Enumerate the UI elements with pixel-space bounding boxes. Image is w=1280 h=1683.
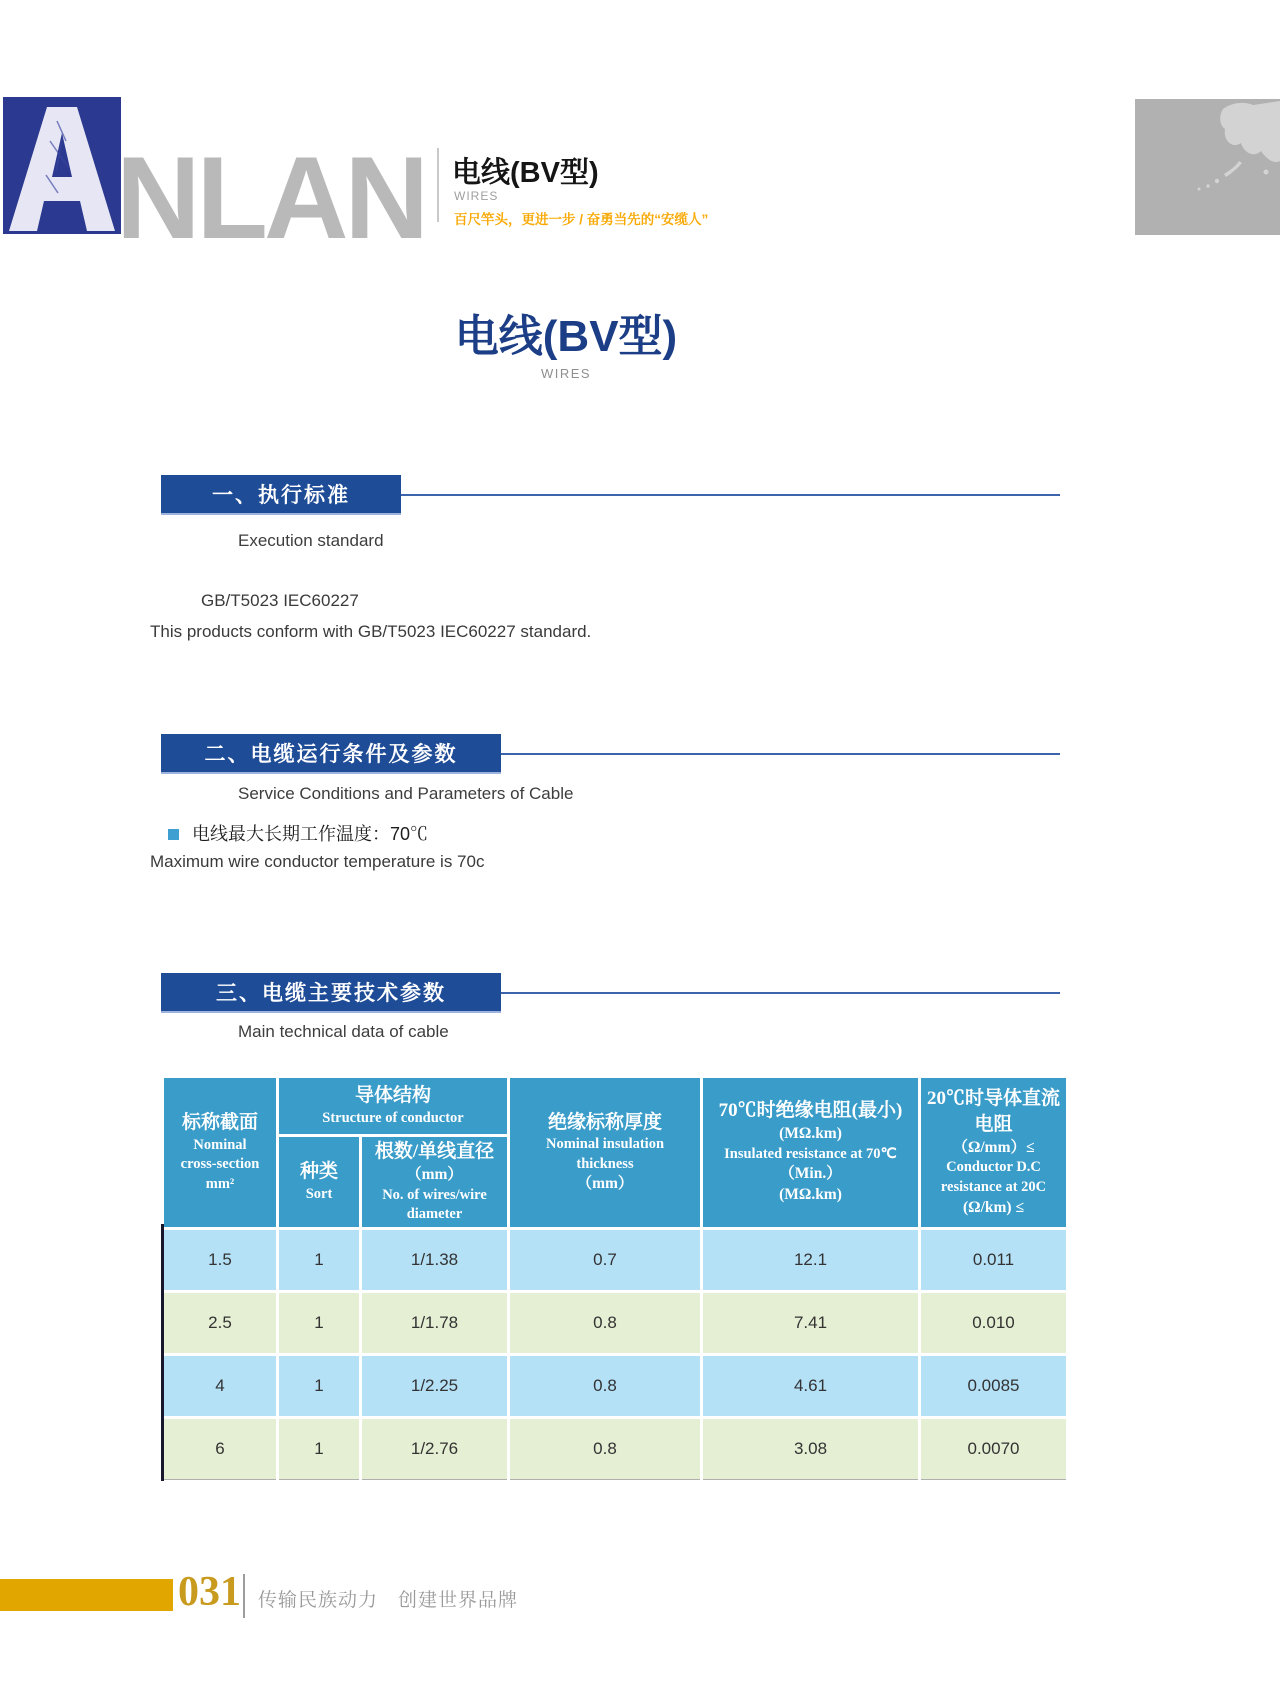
table-cell: 12.1	[703, 1230, 918, 1290]
table-cell: 1.5	[164, 1230, 276, 1290]
table-cell: 2.5	[164, 1293, 276, 1353]
page-title: 电线(BV型)	[454, 312, 678, 361]
table-cell: 1/2.25	[362, 1356, 507, 1416]
table-cell: 1	[279, 1419, 359, 1480]
header-tagline: 百尺竿头，更进一步 / 奋勇当先的“安缆人”	[454, 212, 709, 227]
spec-table	[161, 1075, 1069, 1483]
table-cell: 0.0070	[921, 1419, 1066, 1480]
table-header-conductor-group: 导体结构 Structure of conductor	[279, 1078, 507, 1134]
table-cell: 0.0085	[921, 1356, 1066, 1416]
section-2-subheading: Service Conditions and Parameters of Cable	[238, 784, 574, 803]
table-row	[164, 1230, 1066, 1290]
table-cell: 0.8	[510, 1356, 700, 1416]
table-header-dc20: 20℃时导体直流电阻 （Ω/mm）≤ Conductor D.C resistance at 20C (Ω/km) ≤	[921, 1078, 1066, 1227]
table-cell: 6	[164, 1419, 276, 1480]
bullet-text-en: Maximum wire conductor temperature is 70c	[150, 852, 485, 871]
table-cell: 0.010	[921, 1293, 1066, 1353]
section-1-subheading: Execution standard	[238, 531, 384, 550]
table-cell: 0.011	[921, 1230, 1066, 1290]
header-divider	[437, 148, 439, 222]
table-cell: 1/2.76	[362, 1419, 507, 1480]
section-2-rule	[501, 753, 1060, 755]
footer-slogan: 传输民族动力 创建世界品牌	[258, 1590, 519, 1611]
section-1-heading: 一、执行标准	[161, 475, 401, 515]
map-icon	[1135, 99, 1280, 235]
header-product-title: 电线(BV型)	[452, 157, 599, 189]
page-subtitle: WIRES	[540, 366, 592, 381]
footer-gold-bar	[0, 1579, 173, 1611]
corner-map-image	[1135, 99, 1280, 235]
table-cell: 1/1.38	[362, 1230, 507, 1290]
header-product-subtitle: WIRES	[454, 189, 499, 203]
table-cell: 7.41	[703, 1293, 918, 1353]
anlan-logo-mark	[3, 97, 121, 234]
table-header-wires: 根数/单线直径 （mm） No. of wires/wire diameter	[362, 1137, 507, 1227]
table-body	[164, 1230, 1066, 1480]
table-row	[164, 1419, 1066, 1480]
page-number: 031	[178, 1569, 241, 1615]
section-2-heading: 二、电缆运行条件及参数	[161, 734, 501, 774]
bullet-square-icon	[168, 829, 179, 840]
spec-table-wrap	[161, 1075, 1066, 1483]
table-header-sort: 种类 Sort	[279, 1137, 359, 1227]
table-header-thickness: 绝缘标称厚度 Nominal insulation thickness （mm）	[510, 1078, 700, 1227]
section-3-heading: 三、电缆主要技术参数	[161, 973, 501, 1013]
table-cell: 1	[279, 1293, 359, 1353]
standard-code-line: GB/T5023 IEC60227	[201, 591, 359, 610]
standard-desc-line: This products conform with GB/T5023 IEC60227 standard.	[150, 622, 592, 641]
table-cell: 1	[279, 1230, 359, 1290]
table-cell: 1/1.78	[362, 1293, 507, 1353]
table-cell: 4.61	[703, 1356, 918, 1416]
table-header-resistance70: 70℃时绝缘电阻(最小) (MΩ.km) Insulated resistance at 70℃ （Min.） (MΩ.km)	[703, 1078, 918, 1227]
footer-divider	[243, 1574, 245, 1618]
logo-a-icon	[3, 97, 121, 234]
table-header-nominal: 标称截面 Nominal cross-section mm²	[164, 1078, 276, 1227]
section-3-rule	[501, 992, 1060, 994]
table-cell: 1	[279, 1356, 359, 1416]
table-row	[164, 1356, 1066, 1416]
table-cell: 0.7	[510, 1230, 700, 1290]
bullet-text-cn: 电线最大长期工作温度：70℃	[192, 824, 429, 844]
table-cell: 3.08	[703, 1419, 918, 1480]
section-3-subheading: Main technical data of cable	[238, 1022, 449, 1041]
table-cell: 0.8	[510, 1419, 700, 1480]
table-cell: 0.8	[510, 1293, 700, 1353]
section-1-rule	[401, 494, 1060, 496]
table-left-edge	[161, 1224, 164, 1481]
logo-letters: NLAN	[116, 132, 425, 263]
table-cell: 4	[164, 1356, 276, 1416]
table-row	[164, 1293, 1066, 1353]
